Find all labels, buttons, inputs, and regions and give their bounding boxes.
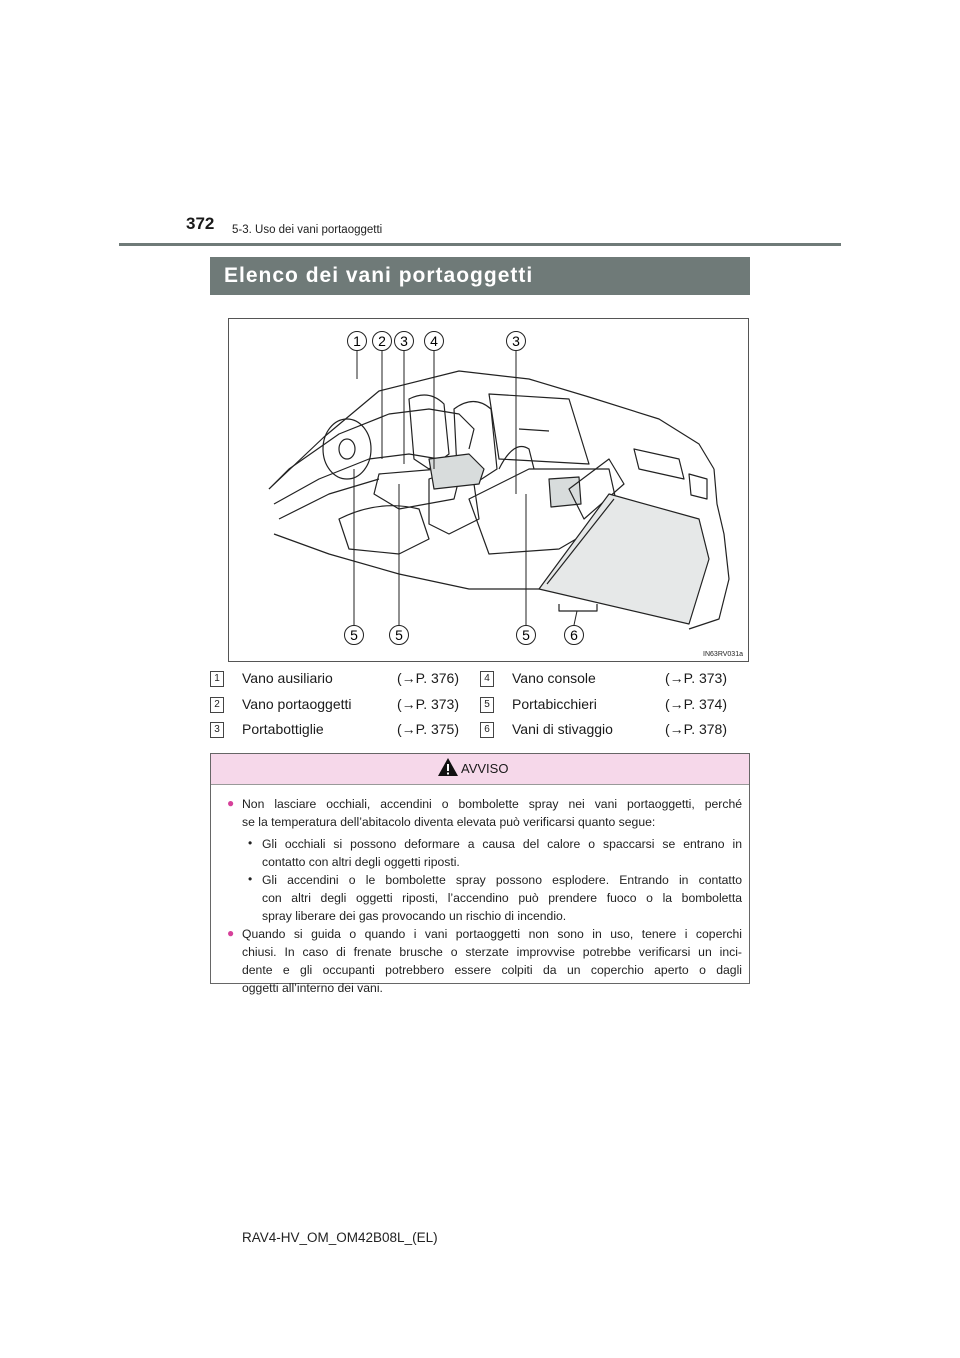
callout-1: [348, 332, 367, 351]
bullet-dot-icon: ●: [227, 796, 235, 810]
sub-bullet-icon: •: [248, 836, 253, 850]
warning-triangle-icon: [437, 757, 459, 782]
callout-5b: [390, 626, 409, 645]
legend-number: 5: [480, 697, 494, 713]
legend-page-ref: (→P. 375): [397, 721, 459, 737]
legend-item-4: [480, 670, 745, 690]
legend-number: 2: [210, 697, 224, 713]
interior-illustration: [228, 318, 749, 662]
callout-3b: [507, 332, 526, 351]
figure-id: IN63RV031a: [703, 651, 743, 658]
text-line: oggetti all’interno dei vani.: [242, 981, 383, 995]
callout-label: 2: [378, 333, 386, 349]
warning-header: [211, 754, 749, 785]
callout-label: 4: [430, 333, 438, 349]
text-line: spray liberare dei gas provocando un rischio di incendio.: [262, 909, 567, 923]
legend-item-3: [210, 721, 470, 741]
text-line: dente e gli occupanti potrebbero essere colpiti da un coperchio aperto o dagli: [242, 963, 742, 977]
legend-item-6: [480, 721, 745, 741]
legend-label: Vano portaoggetti: [242, 696, 352, 712]
text-line: Gli occhiali si possono deformare a causa del calore o spaccarsi se entrano in: [262, 837, 742, 851]
warning-sub-bullet-2: [262, 871, 742, 925]
warning-bullet-2: [242, 925, 742, 997]
legend-label: Portabottiglie: [242, 721, 324, 737]
legend-label: Portabicchieri: [512, 696, 597, 712]
text-line: Quando si guida o quando i vani portaoggetti non sono in uso, tenere i coperchi: [242, 927, 742, 941]
callout-label: 5: [522, 627, 530, 643]
callout-label: 5: [350, 627, 358, 643]
legend-item-2: [210, 696, 470, 716]
callout-5c: [517, 626, 536, 645]
header-rule: [119, 243, 841, 246]
sub-bullet-icon: •: [248, 872, 253, 886]
page-number: 372: [186, 214, 215, 233]
footer-document-code: RAV4-HV_OM_OM42B08L_(EL): [242, 1230, 438, 1245]
legend-number: 4: [480, 671, 494, 687]
callout-4: [425, 332, 444, 351]
warning-box: [210, 753, 750, 995]
warning-title: AVVISO: [461, 761, 509, 776]
callout-label: 3: [512, 333, 520, 349]
legend-number: 6: [480, 722, 494, 738]
legend-page-ref: (→P. 378): [665, 721, 727, 737]
section-title: Elenco dei vani portaoggetti: [224, 264, 534, 287]
legend-page-ref: (→P. 373): [397, 696, 459, 712]
text-line: se la temperatura dell’abitacolo diventa elevata può verificarsi quanto segue:: [242, 815, 656, 829]
callout-label: 3: [400, 333, 408, 349]
legend-label: Vano ausiliario: [242, 670, 333, 686]
callout-label: 1: [353, 333, 361, 349]
legend-page-ref: (→P. 374): [665, 696, 727, 712]
warning-sub-bullet-1: [262, 835, 742, 871]
text-line: Gli accendini o le bombolette spray possono esplodere. Entrando in contatto: [262, 873, 742, 887]
callout-label: 5: [395, 627, 403, 643]
text-line: Non lasciare occhiali, accendini o bombolette spray nei vani portaoggetti, perché: [242, 797, 742, 811]
callout-6: [565, 626, 584, 645]
text-line: contatto con altri degli oggetti riposti.: [262, 855, 460, 869]
warning-bullet-1: [242, 795, 742, 831]
legend-number: 1: [210, 671, 224, 687]
callout-2: [373, 332, 392, 351]
legend-label: Vani di stivaggio: [512, 721, 613, 737]
callout-5a: [345, 626, 364, 645]
callout-3: [395, 332, 414, 351]
section-title-bar: [210, 257, 750, 295]
legend-page-ref: (→P. 373): [665, 670, 727, 686]
legend-label: Vano console: [512, 670, 596, 686]
text-line: chiusi. In caso di frenate brusche o sterzate improvvise potrebbe verificarsi un inci-: [242, 945, 742, 959]
bullet-dot-icon: ●: [227, 926, 235, 940]
breadcrumb: 5-3. Uso dei vani portaoggetti: [232, 224, 383, 236]
car-interior-drawing: [229, 319, 748, 661]
legend-number: 3: [210, 722, 224, 738]
legend-item-5: [480, 696, 745, 716]
legend-item-1: [210, 670, 470, 690]
legend-page-ref: (→P. 376): [397, 670, 459, 686]
callout-label: 6: [570, 627, 578, 643]
text-line: con altri degli oggetti riposti, l’accendino può prendere fuoco o la bomboletta: [262, 891, 742, 905]
